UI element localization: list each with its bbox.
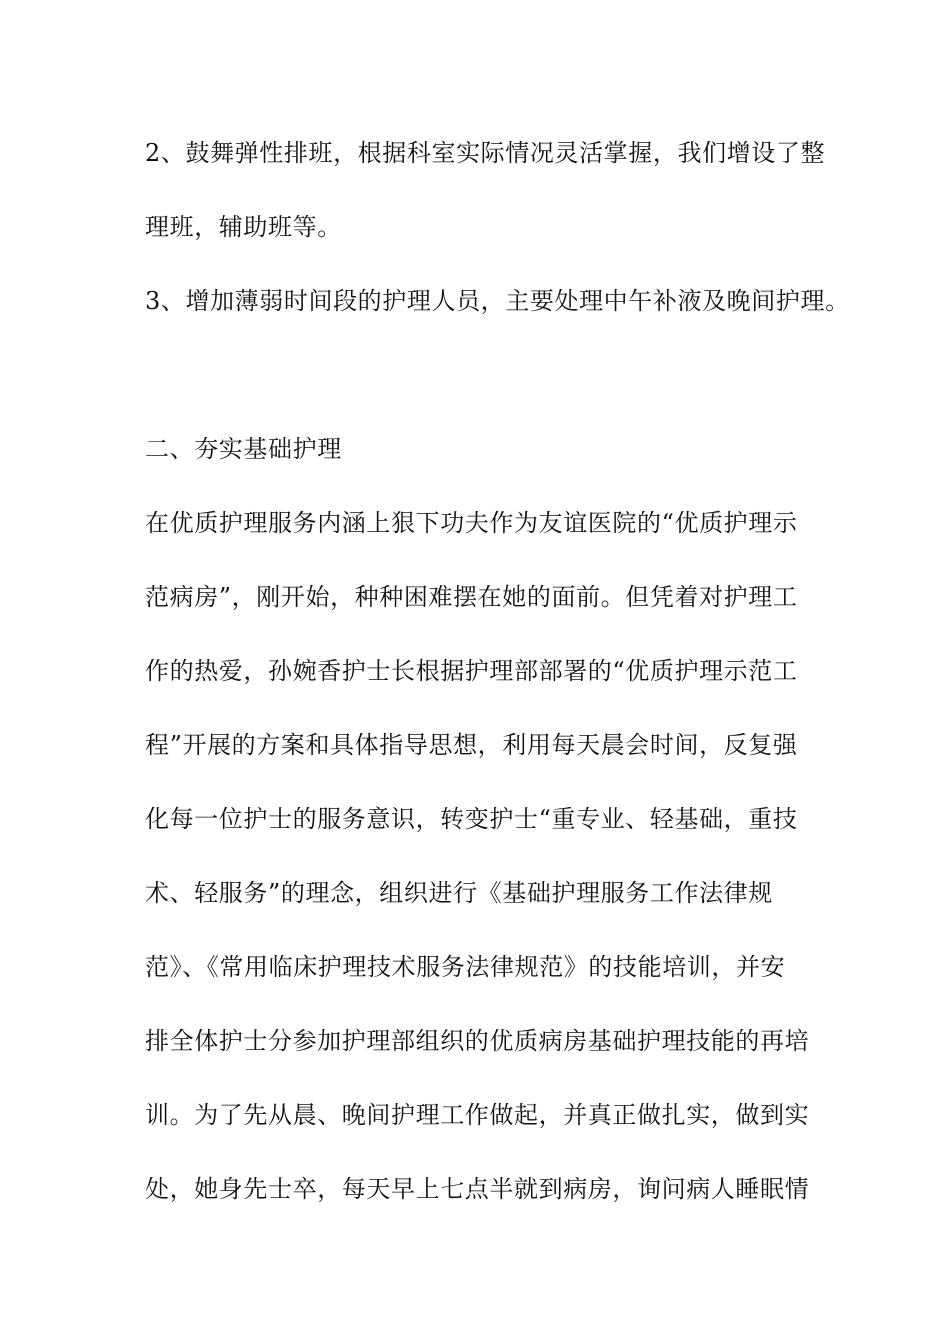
text-line: 范》、《常用临床护理技术服务法律规范》的技能培训，并安 [145,953,786,981]
text-line: 术、轻服务”的理念，组织进行《基础护理服务工作法律规 [145,879,773,907]
text-line: 处，她身先士卒，每天早上七点半就到病房，询问病人睡眠情 [145,1175,810,1203]
text-line: 化每一位护士的服务意识，转变护士“重专业、轻基础，重技 [145,805,798,833]
text-line: 2、鼓舞弹性排班，根据科室实际情况灵活掌握，我们增设了整 [145,139,826,167]
text-line: 在优质护理服务内涵上狠下功夫作为友谊医院的“优质护理示 [145,509,798,537]
text-line: 范病房”，刚开始，种种困难摆在她的面前。但凭着对护理工 [145,583,798,611]
section-heading: 二、夯实基础护理 [145,435,342,463]
text-line: 3、增加薄弱时间段的护理人员，主要处理中午补液及晚间护理。 [145,287,850,315]
text-line: 训。为了先从晨、晚间护理工作做起，并真正做扎实，做到实 [145,1101,810,1129]
text-line: 程”开展的方案和具体指导思想，利用每天晨会时间，反复强 [145,731,798,759]
text-line: 作的热爱，孙婉香护士长根据护理部部署的“优质护理示范工 [145,657,798,685]
text-line: 排全体护士分参加护理部组织的优质病房基础护理技能的再培 [145,1027,810,1055]
text-line: 理班，辅助班等。 [145,213,342,241]
